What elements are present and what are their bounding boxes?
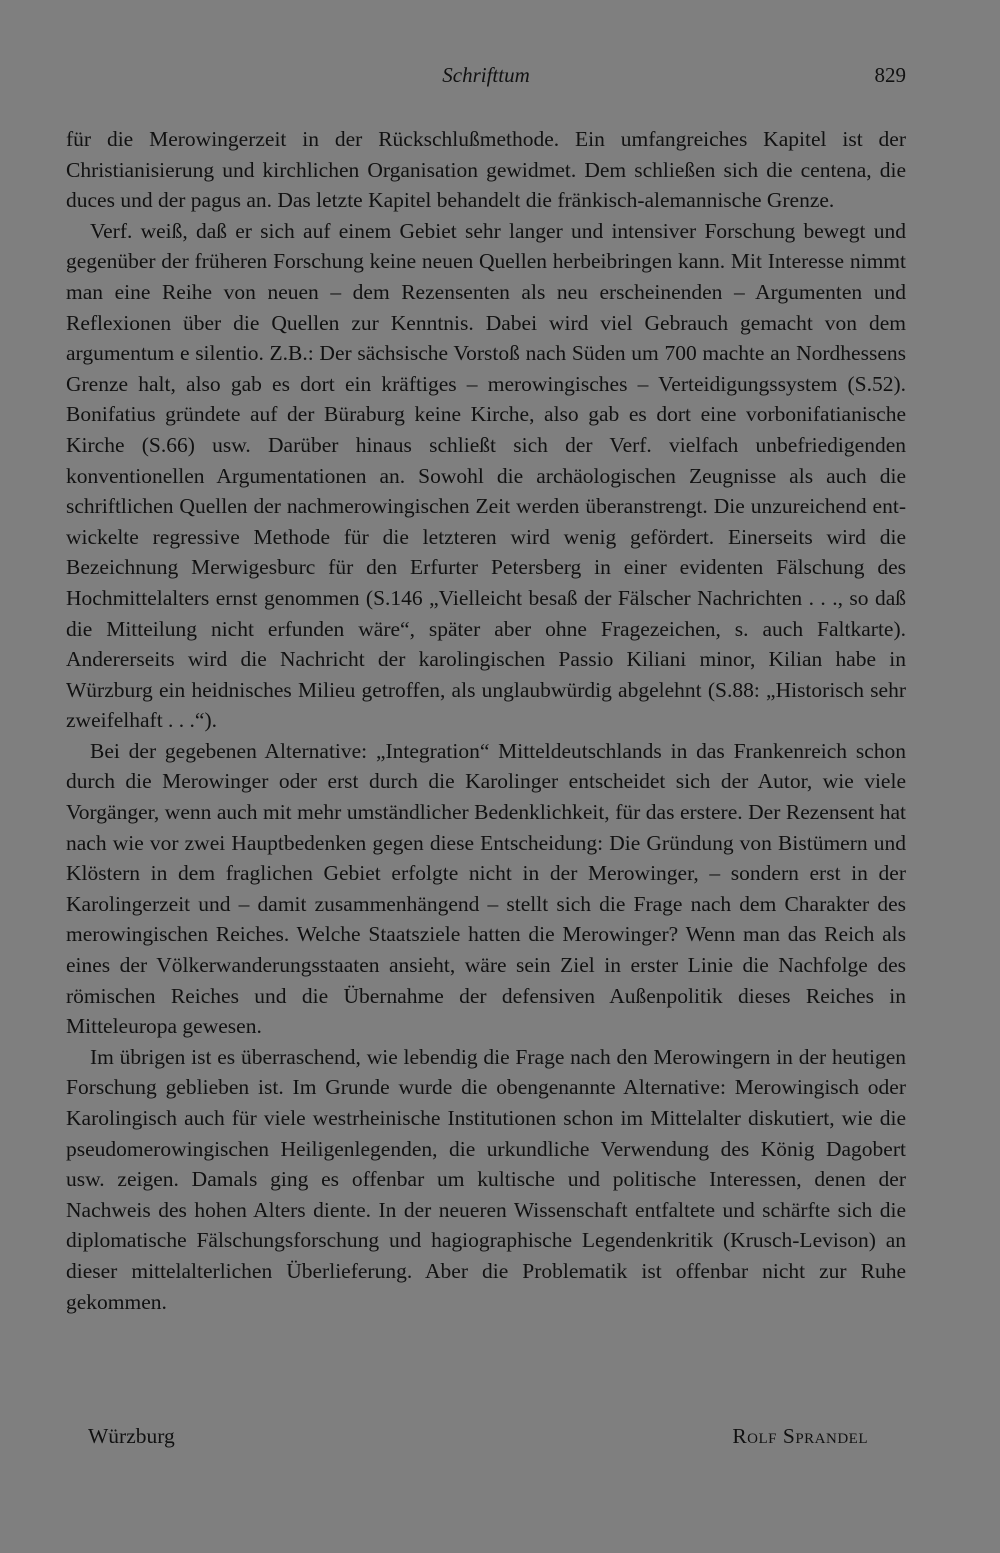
review-signature	[66, 1420, 906, 1452]
signature-place: Würzburg	[88, 1424, 175, 1448]
signature-author: Rolf Sprandel	[732, 1424, 868, 1448]
running-header	[66, 60, 906, 90]
section-title: Schrifttum	[442, 63, 530, 87]
paragraph-conclusion: Im übrigen ist es überraschend, wie lebendig die Frage nach den Merowingern in der heutigen Forschung geblieben ist. Im Grunde wurde die obengenannte Alternative: Merowingisch oder Karolingisch auch für viele westrheinische Institutionen schon im Mittelalter diskutiert, wie die pseudomerowingischen Heiligenlegenden, die urkundliche Verwendung des König Dagobert usw. zeigen. Damals ging es offenbar um kultische und politische Interessen, denen der Nachweis des hohen Alters diente. In der neueren Wissenschaft entfaltete und schärfte sich die diplomatische Fälschungsforschung und hagiographische Legendenkritik (Krusch-Levison) an dieser mittelalterlichen Überlieferung. Aber die Problematik ist offenbar nicht zur Ruhe gekommen.	[66, 1044, 906, 1314]
paragraph-continuation: für die Merowingerzeit in der Rückschlußmethode. Ein umfangreiches Kapitel ist der Christianisierung und kirchlichen Organisation gewidmet. Dem schließen sich die centena, die duces und der pagus an. Das letzte Kapitel behandelt die fränkisch-alemannische Grenze.	[66, 127, 906, 213]
paragraph-alternative: Bei der gegebenen Alternative: „Integration“ Mitteldeutschlands in das Frankenreich schon durch die Merowinger oder erst durch die Karolinger entscheidet sich der Autor, wie viele Vorgänger, wenn auch mit mehr umständlicher Bedenklichkeit, für das erstere. Der Rezensent hat nach wie vor zwei Hauptbedenken gegen diese Entscheidung: Die Gründung von Bistümern und Klöstern in dem fraglichen Gebiet erfolgte nicht in der Merowinger, – sondern erst in der Karolingerzeit und – damit zusammenhängend – stellt sich die Frage nach dem Charakter des merowingischen Reiches. Welche Staatsziele hatten die Merowinger? Wenn man das Reich als eines der Völkerwanderungsstaaten ansieht, wäre sein Ziel in erster Linie die Nachfolge des römischen Reiches und die Übernahme der defensiven Außenpolitik dieses Reiches in Mitteleuropa gewesen.	[66, 738, 906, 1039]
paragraph-argument-critique: Verf. weiß, daß er sich auf einem Gebiet sehr langer und intensiver Forschung bewegt und gegenüber der früheren Forschung keine neuen Quellen herbeibringen kann. Mit Interesse nimmt man eine Reihe von neuen – dem Rezensenten als neu erscheinenden – Argumenten und Reflexionen über die Quellen zur Kenntnis. Dabei wird viel Gebrauch gemacht von dem argumentum e silentio. Z.B.: Der sächsische Vorstoß nach Süden um 700 machte an Nordhessens Grenze halt, also gab es dort ein kräftiges – merowingisches – Verteidigungssystem (S.52). Bonifatius gründete auf der Büraburg keine Kirche, also gab es dort eine vorbonifatianische Kirche (S.66) usw. Darüber hinaus schließt sich der Verf. vielfach unbefriedigenden konventionellen Argumentationen an. Sowohl die archäologischen Zeugnisse als auch die schriftlichen Quellen der nachmerowingischen Zeit werden überanstrengt. Die unzureichend entwickelte regressive Methode für die letzteren wird wenig gefördert. Einerseits wird die Bezeichnung Merwigesburc für den Erfurter Petersberg in einer evidenten Fälschung des Hochmittelalters ernst genommen (S.146 „Vielleicht besaß der Fälscher Nachrichten . . ., so daß die Mitteilung nicht erfunden wäre“, später aber ohne Fragezeichen, s. auch Faltkarte). Andererseits wird die Nachricht der karolingischen Passio Kiliani minor, Kilian habe in Würzburg ein heidnisches Milieu getroffen, als unglaubwürdig abgelehnt (S.88: „Historisch sehr zweifelhaft . . .“).	[66, 218, 906, 733]
page-number: 829	[874, 63, 906, 87]
article-body	[66, 124, 906, 1317]
